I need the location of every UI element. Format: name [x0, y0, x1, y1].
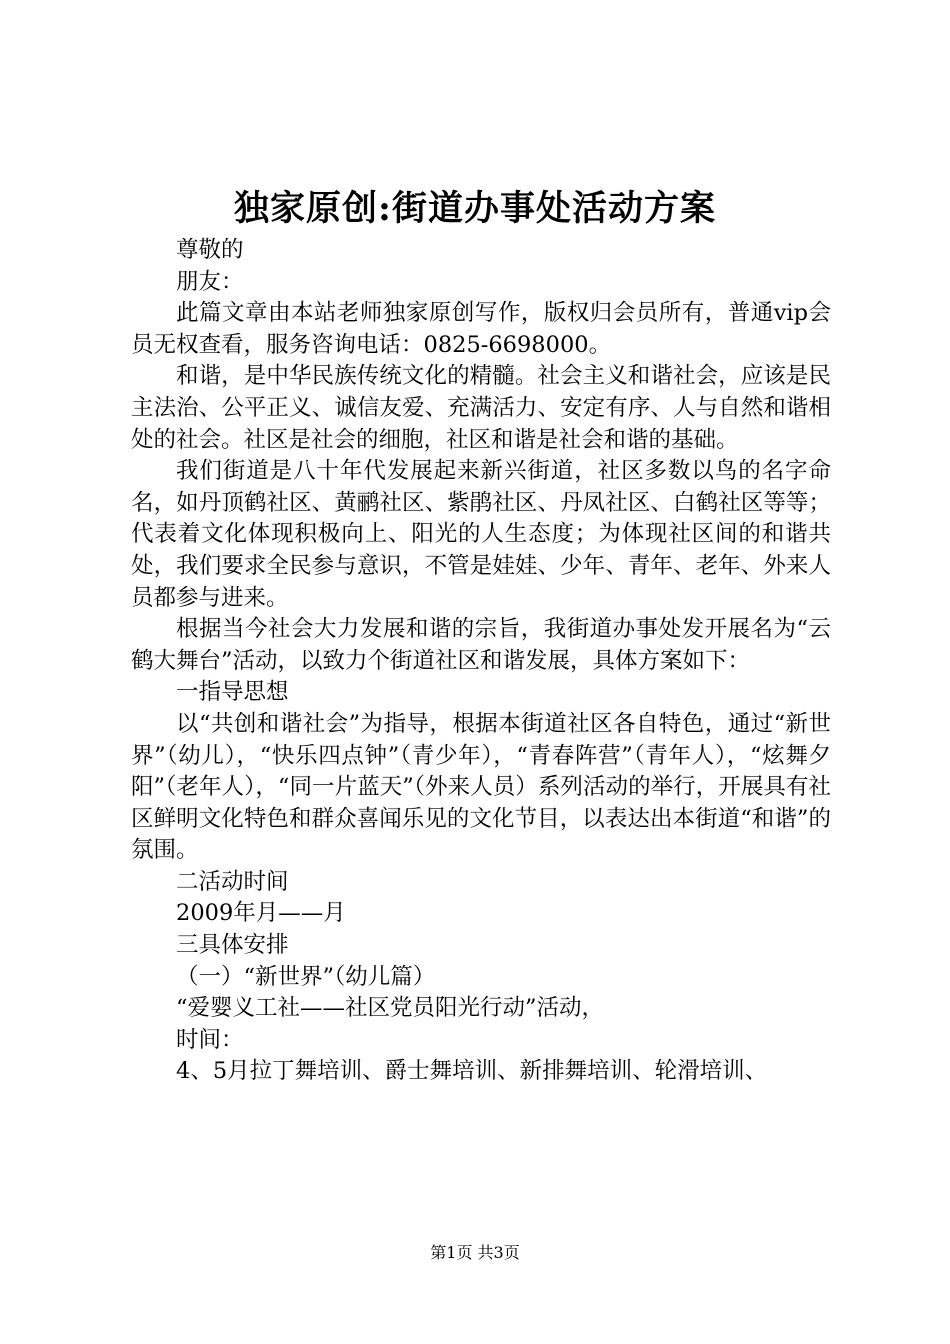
section-heading-activity-time: 二活动时间 [176, 868, 289, 895]
time-label: 时间： [176, 1026, 244, 1053]
document-body [131, 235, 831, 1088]
paragraph-guiding-thought: 以“共创和谐社会”为指导，根据本街道社区各自特色，通过“新世界”（幼儿），“快乐四点钟”（青少年），“青春阵营”（青年人），“炫舞夕阳”（老年人），“同一片蓝天”（外来人员）系列活动的举行，开展具有社区鲜明文化特色和群众喜闻乐见的文化节目，以表达出本街道“和谐”的氛围。 [131, 710, 831, 864]
subsection-activity-line: “爱婴义工社——社区党员阳光行动”活动， [176, 995, 605, 1022]
subsection-heading-new-world: （一）“新世界”（幼儿篇） [176, 963, 436, 990]
salutation-line-1: 尊敬的 [176, 237, 244, 263]
time-detail-line: 4、5月拉丁舞培训、爵士舞培训、新排舞培训、轮滑培训、 [176, 1058, 768, 1085]
paragraph-street-intro: 我们街道是八十年代发展起来新兴街道，社区多数以鸟的名字命名，如丹顶鹤社区、黄鹂社区、紫鹃社区、丹凤社区、白鹤社区等等；代表着文化体现积极向上、阳光的人生态度；为体现社区间的和谐共处，我们要求全民参与意识，不管是娃娃、少年、青年、老年、外来人员都参与进来。 [131, 458, 831, 611]
paragraph-plan-intro: 根据当今社会大力发展和谐的宗旨，我街道办事处发开展名为“云鹤大舞台”活动，以致力个街道社区和谐发展，具体方案如下： [131, 616, 831, 674]
document-title: 独家原创:街道办事处活动方案 [234, 188, 716, 229]
activity-time-text: 2009年月——月 [176, 900, 346, 927]
section-heading-guiding-thought: 一指导思想 [176, 679, 289, 706]
page-number-footer: 第1页 共3页 [430, 1243, 520, 1262]
section-heading-arrangement: 三具体安排 [176, 932, 289, 959]
paragraph-harmony: 和谐，是中华民族传统文化的精髓。社会主义和谐社会，应该是民主法治、公平正义、诚信友爱、充满活力、安定有序、人与自然和谐相处的社会。社区是社会的细胞，社区和谐是社会和谐的基础。 [131, 363, 831, 453]
paragraph-copyright: 此篇文章由本站老师独家原创写作，版权归会员所有，普通vip会员无权查看，服务咨询电话：0825-6698000。 [131, 300, 831, 358]
salutation-line-2: 朋友： [176, 268, 244, 295]
